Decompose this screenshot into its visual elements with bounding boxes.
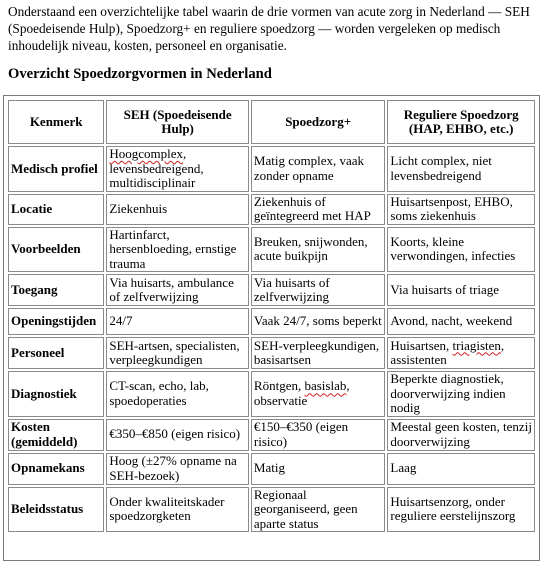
seh-cell: Onder kwaliteitskader spoedzorgketen bbox=[106, 487, 249, 533]
row-kenmerk-cell: Openingstijden bbox=[8, 308, 104, 335]
comparison-table bbox=[6, 98, 537, 534]
reguliere-spoedzorg-cell: Huisartsenpost, EHBO, soms ziekenhuis bbox=[387, 194, 535, 225]
spoedzorg-plus-cell: SEH-verpleegkundigen, basisartsen bbox=[251, 337, 386, 369]
reguliere-spoedzorg-cell: Meestal geen kosten, tenzij doorverwijzing bbox=[387, 419, 535, 451]
spoedzorg-plus-cell: Breuken, snijwonden, acute buikpijn bbox=[251, 227, 386, 273]
row-kenmerk-cell: Locatie bbox=[8, 194, 104, 225]
table-row bbox=[8, 146, 535, 192]
intro-paragraph: Onderstaand een overzichtelijke tabel waarin de drie vormen van acute zorg in Nederland — SEH (Spoedeisende Hulp), Spoedzorg+ en reguliere spoedzorg — worden vergeleken op medisch inhoudelijk niveau, kosten, personeel en organisatie. bbox=[8, 4, 530, 53]
spoedzorg-plus-cell: Vaak 24/7, soms beperkt bbox=[251, 308, 386, 335]
section-heading: Overzicht Spoedzorgvormen in Nederland bbox=[8, 66, 272, 82]
reguliere-spoedzorg-cell: Laag bbox=[387, 453, 535, 485]
seh-cell: Hoogcomplex, levensbedreigend, multidisciplinair bbox=[106, 146, 249, 192]
table-row bbox=[8, 194, 535, 225]
reguliere-spoedzorg-cell: Huisartsen, triagisten, assistenten bbox=[387, 337, 535, 369]
spoedzorg-plus-cell: €150–€350 (eigen risico) bbox=[251, 419, 386, 451]
spoedzorg-plus-cell: Via huisarts of zelfverwijzing bbox=[251, 274, 386, 306]
spoedzorg-plus-cell: Regionaal georganiseerd, geen aparte status bbox=[251, 487, 386, 533]
row-kenmerk-cell: Kosten (gemiddeld) bbox=[8, 419, 104, 451]
seh-cell: SEH-artsen, specialisten, verpleegkundigen bbox=[106, 337, 249, 369]
seh-cell: Hoog (±27% opname na SEH-bezoek) bbox=[106, 453, 249, 485]
spoedzorg-plus-cell: Röntgen, basislab, observatie bbox=[251, 371, 386, 417]
reguliere-spoedzorg-cell: Koorts, kleine verwondingen, infecties bbox=[387, 227, 535, 273]
table-row bbox=[8, 337, 535, 369]
reguliere-spoedzorg-cell: Huisartsenzorg, onder reguliere eerstelijnszorg bbox=[387, 487, 535, 533]
reguliere-spoedzorg-cell: Beperkte diagnostiek, doorverwijzing indien nodig bbox=[387, 371, 535, 417]
table-row bbox=[8, 227, 535, 273]
row-kenmerk-cell: Voorbeelden bbox=[8, 227, 104, 273]
header-kenmerk: Kenmerk bbox=[8, 100, 104, 144]
table-row bbox=[8, 487, 535, 533]
seh-cell: Ziekenhuis bbox=[106, 194, 249, 225]
row-kenmerk-cell: Personeel bbox=[8, 337, 104, 369]
table-row bbox=[8, 274, 535, 306]
spoedzorg-plus-cell: Matig bbox=[251, 453, 386, 485]
spoedzorg-plus-cell: Ziekenhuis of geïntegreerd met HAP bbox=[251, 194, 386, 225]
spoedzorg-plus-cell: Matig complex, vaak zonder opname bbox=[251, 146, 386, 192]
reguliere-spoedzorg-cell: Licht complex, niet levensbedreigend bbox=[387, 146, 535, 192]
row-kenmerk-cell: Opnamekans bbox=[8, 453, 104, 485]
header-reguliere-spoedzorg: Reguliere Spoedzorg (HAP, EHBO, etc.) bbox=[387, 100, 535, 144]
seh-cell: Hartinfarct, hersenbloeding, ernstige trauma bbox=[106, 227, 249, 273]
table-frame bbox=[3, 95, 540, 561]
header-spoedzorg-plus: Spoedzorg+ bbox=[251, 100, 386, 144]
table-row bbox=[8, 371, 535, 417]
reguliere-spoedzorg-cell: Avond, nacht, weekend bbox=[387, 308, 535, 335]
row-kenmerk-cell: Diagnostiek bbox=[8, 371, 104, 417]
row-kenmerk-cell: Medisch profiel bbox=[8, 146, 104, 192]
table-row bbox=[8, 308, 535, 335]
seh-cell: 24/7 bbox=[106, 308, 249, 335]
seh-cell: Via huisarts, ambulance of zelfverwijzing bbox=[106, 274, 249, 306]
seh-cell: CT-scan, echo, lab, spoedoperaties bbox=[106, 371, 249, 417]
table-row bbox=[8, 419, 535, 451]
header-seh: SEH (Spoedeisende Hulp) bbox=[106, 100, 249, 144]
table-body bbox=[8, 146, 535, 532]
row-kenmerk-cell: Toegang bbox=[8, 274, 104, 306]
seh-cell: €350–€850 (eigen risico) bbox=[106, 419, 249, 451]
table-row bbox=[8, 453, 535, 485]
row-kenmerk-cell: Beleidsstatus bbox=[8, 487, 104, 533]
table-header-row bbox=[8, 100, 535, 144]
reguliere-spoedzorg-cell: Via huisarts of triage bbox=[387, 274, 535, 306]
